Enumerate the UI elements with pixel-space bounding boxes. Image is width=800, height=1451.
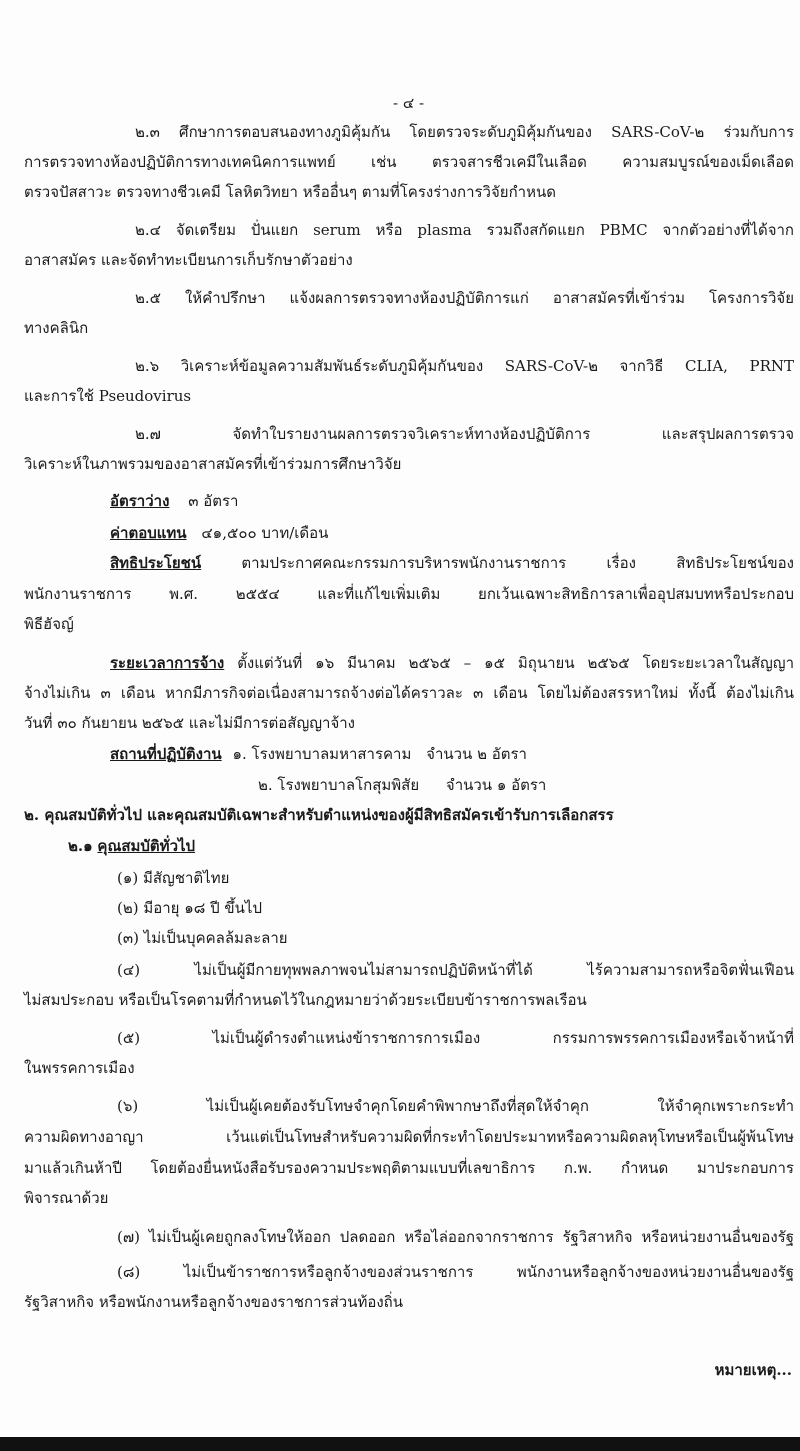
item-2-6-line-2: และการใช้ Pseudovirus xyxy=(24,387,192,405)
period-line-1 xyxy=(110,653,794,673)
qualification-8-line-1: (๘) ไม่เป็นข้าราชการหรือลูกจ้างของส่วนราชการ พนักงานหรือลูกจ้างของหน่วยงานอื่นของรัฐ xyxy=(117,1263,794,1281)
workplace-count-2: จำนวน ๑ อัตรา xyxy=(445,776,547,794)
workplace-label: สถานที่ปฏิบัติงาน xyxy=(110,745,222,763)
page-number: - ๔ - xyxy=(393,94,425,112)
item-2-4-line-2: อาสาสมัคร และจัดทำทะเบียนการเก็บรักษาตัวอย่าง xyxy=(24,251,353,269)
item-2-5-line-2: ทางคลินิก xyxy=(24,319,89,337)
qualification-6-line-2: ความผิดทางอาญา เว้นแต่เป็นโทษสำหรับความผิดที่กระทำโดยประมาทหรือความผิดลหุโทษหรือเป็นผู้พ้นโทษ xyxy=(24,1128,794,1146)
footer-note: หมายเหตุ... xyxy=(714,1361,792,1379)
section-2-heading: ๒. คุณสมบัติทั่วไป และคุณสมบัติเฉพาะสำหรับตำแหน่งของผู้มีสิทธิสมัครเข้ารับการเลือกสรร xyxy=(24,806,614,824)
workplace-place-2: ๒. โรงพยาบาลโกสุมพิสัย xyxy=(258,776,420,794)
qualification-5-line-2: ในพรรคการเมือง xyxy=(24,1059,135,1077)
salary-row xyxy=(110,523,328,543)
qualification-7: (๗) ไม่เป็นผู้เคยถูกลงโทษให้ออก ปลดออก หรือไล่ออกจากราชการ รัฐวิสาหกิจ หรือหน่วยงานอื่นของรัฐ xyxy=(117,1228,794,1246)
qualification-2: (๒) มีอายุ ๑๘ ปี ขึ้นไป xyxy=(117,899,262,917)
qualification-6-line-1: (๖) ไม่เป็นผู้เคยต้องรับโทษจำคุกโดยคำพิพากษาถึงที่สุดให้จำคุก ให้จำคุกเพราะกระทำ xyxy=(117,1097,794,1115)
item-2-7-line-2: วิเคราะห์ในภาพรวมของอาสาสมัครที่เข้าร่วมการศึกษาวิจัย xyxy=(24,455,402,473)
section-2-1-number: ๒.๑ xyxy=(68,837,93,855)
workplace-place-1: ๑. โรงพยาบาลมหาสารคาม xyxy=(232,745,412,763)
qualification-5-line-1: (๕) ไม่เป็นผู้ดำรงตำแหน่งข้าราชการการเมือง กรรมการพรรคการเมืองหรือเจ้าหน้าที่ xyxy=(117,1029,794,1047)
vacancy-row xyxy=(110,491,238,511)
qualification-8-line-2: รัฐวิสาหกิจ หรือพนักงานหรือลูกจ้างของราชการส่วนท้องถิ่น xyxy=(24,1293,403,1311)
item-2-3-line-2: การตรวจทางห้องปฏิบัติการทางเทคนิคการแพทย์ เช่น ตรวจสารชีวเคมีในเลือด ความสมบูรณ์ของเม็ดเลือด xyxy=(24,153,794,171)
qualification-3: (๓) ไม่เป็นบุคคลล้มละลาย xyxy=(117,929,288,947)
workplace-count-1: จำนวน ๒ อัตรา xyxy=(426,745,527,763)
qualification-6-line-3: มาแล้วเกินห้าปี โดยต้องยื่นหนังสือรับรองความประพฤติตามแบบที่เลขาธิการ ก.พ. กำหนด มาประกอบการ xyxy=(24,1159,794,1177)
benefits-text-1: ตามประกาศคณะกรรมการบริหารพนักงานราชการ เรื่อง สิทธิประโยชน์ของ xyxy=(241,554,794,572)
benefits-label: สิทธิประโยชน์ xyxy=(110,554,202,572)
qualification-1: (๑) มีสัญชาติไทย xyxy=(117,869,230,887)
period-text-1: ตั้งแต่วันที่ ๑๖ มีนาคม ๒๕๖๕ – ๑๕ มิถุนายน ๒๕๖๕ โดยระยะเวลาในสัญญา xyxy=(237,654,794,672)
section-2-1-heading xyxy=(68,836,195,856)
item-2-4-line-1: ๒.๔ จัดเตรียม ปั่นแยก serum หรือ plasma รวมถึงสกัดแยก PBMC จากตัวอย่างที่ได้จาก xyxy=(135,221,794,239)
item-2-5-line-1: ๒.๕ ให้คำปรึกษา แจ้งผลการตรวจทางห้องปฏิบัติการแก่ อาสาสมัครที่เข้าร่วม โครงการวิจัย xyxy=(135,289,794,307)
section-2-1-label: คุณสมบัติทั่วไป xyxy=(97,837,196,855)
vacancy-value: ๓ อัตรา xyxy=(188,492,239,510)
period-line-3: วันที่ ๓๐ กันยายน ๒๕๖๕ และไม่มีการต่อสัญญาจ้าง xyxy=(24,714,355,732)
item-2-3-line-3: ตรวจปัสสาวะ ตรวจทางชีวเคมี โลหิตวิทยา หรืออื่นๆ ตามที่โครงร่างการวิจัยกำหนด xyxy=(24,183,556,201)
salary-label: ค่าตอบแทน xyxy=(110,524,187,542)
item-2-6-line-1: ๒.๖ วิเคราะห์ข้อมูลความสัมพันธ์ระดับภูมิคุ้มกันของ SARS-CoV-๒ จากวิธี CLIA, PRNT xyxy=(135,357,794,375)
qualification-6-line-4: พิจารณาด้วย xyxy=(24,1189,109,1207)
benefits-line-1 xyxy=(110,553,794,573)
workplace-row-1 xyxy=(110,744,527,764)
qualification-4-line-1: (๔) ไม่เป็นผู้มีกายทุพพลภาพจนไม่สามารถปฏิบัติหน้าที่ได้ ไร้ความสามารถหรือจิตฟั่นเฟือน xyxy=(117,961,794,979)
benefits-line-2: พนักงานราชการ พ.ศ. ๒๕๕๔ และที่แก้ไขเพิ่มเติม ยกเว้นเฉพาะสิทธิการลาเพื่ออุปสมบทหรือประกอบ xyxy=(24,585,794,603)
workplace-row-2 xyxy=(258,775,546,795)
period-line-2: จ้างไม่เกิน ๓ เดือน หากมีภารกิจต่อเนื่องสามารถจ้างต่อได้คราวละ ๓ เดือน โดยไม่ต้องสรรหาใหม่ ทั้งนี้ ต้องไม่เกิน xyxy=(24,684,794,702)
qualification-4-line-2: ไม่สมประกอบ หรือเป็นโรคตามที่กำหนดไว้ในกฎหมายว่าด้วยระเบียบข้าราชการพลเรือน xyxy=(24,991,587,1009)
salary-value: ๔๑,๕๐๐ บาท/เดือน xyxy=(201,524,329,542)
vacancy-label: อัตราว่าง xyxy=(110,492,170,510)
bottom-border xyxy=(0,1437,800,1451)
item-2-3-line-1: ๒.๓ ศึกษาการตอบสนองทางภูมิคุ้มกัน โดยตรวจระดับภูมิคุ้มกันของ SARS-CoV-๒ ร่วมกับการ xyxy=(135,123,794,141)
period-label: ระยะเวลาการจ้าง xyxy=(110,654,225,672)
benefits-line-3: พิธีฮัจญ์ xyxy=(24,615,74,633)
item-2-7-line-1: ๒.๗ จัดทำใบรายงานผลการตรวจวิเคราะห์ทางห้องปฏิบัติการ และสรุปผลการตรวจ xyxy=(135,425,794,443)
